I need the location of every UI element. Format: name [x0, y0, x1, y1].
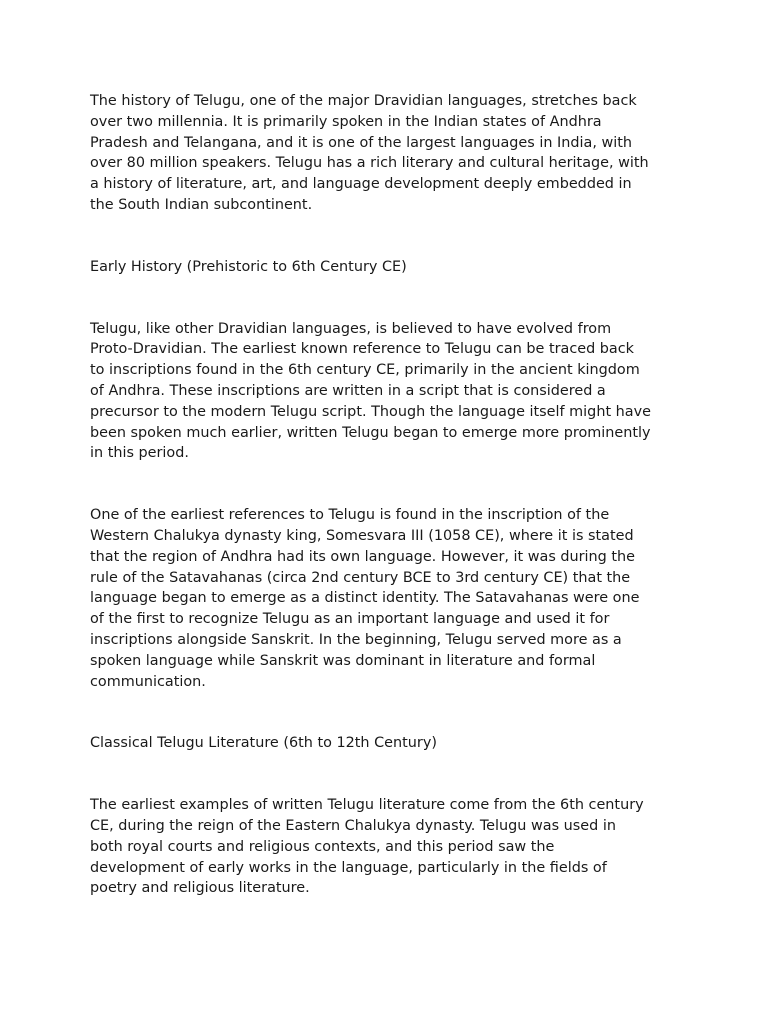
intro-paragraph: The history of Telugu, one of the major Dravidian languages, stretches back over two millennia. It is primarily spoken in the Indian states of Andhra Pradesh and Telangana, and it is one of the largest languages in India, with over 80 million speakers. Telugu has a rich literary and cultural heritage, with a history of literature, art, and language development deeply embedded in the South Indian subcontinent. — [90, 93, 649, 213]
document-page — [90, 91, 690, 899]
classical-literature-paragraph-1: The earliest examples of written Telugu literature come from the 6th century CE, during the reign of the Eastern Chalukya dynasty. Telugu was used in both royal courts and religious contexts, and this period saw the development of early works in the language, particularly in the fields of poetry and religious literature. — [90, 797, 644, 897]
spacer — [90, 464, 690, 505]
spacer — [90, 692, 690, 733]
section-heading-early-history: Early History (Prehistoric to 6th Century CE) — [90, 258, 407, 275]
early-history-paragraph-1: Telugu, like other Dravidian languages, is believed to have evolved from Proto-Dravidian. The earliest known reference to Telugu can be traced back to inscriptions found in the 6th century CE, primarily in the ancient kingdom of Andhra. These inscriptions are written in a script that is considered a precursor to the modern Telugu script. Though the language itself might have been spoken much earlier, written Telugu began to emerge more prominently in this period. — [90, 320, 651, 462]
spacer — [90, 754, 690, 795]
spacer — [90, 216, 690, 257]
spacer — [90, 278, 690, 319]
section-heading-classical-literature: Classical Telugu Literature (6th to 12th Century) — [90, 735, 437, 752]
early-history-paragraph-2: One of the earliest references to Telugu is found in the inscription of the Western Chalukya dynasty king, Somesvara III (1058 CE), where it is stated that the region of Andhra had its own language. However, it was during the rule of the Satavahanas (circa 2nd century BCE to 3rd century CE) that the language began to emerge as a distinct identity. The Satavahanas were one of the first to recognize Telugu as an important language and used it for inscriptions alongside Sanskrit. In the beginning, Telugu served more as a spoken language while Sanskrit was dominant in literature and formal communication. — [90, 507, 640, 690]
